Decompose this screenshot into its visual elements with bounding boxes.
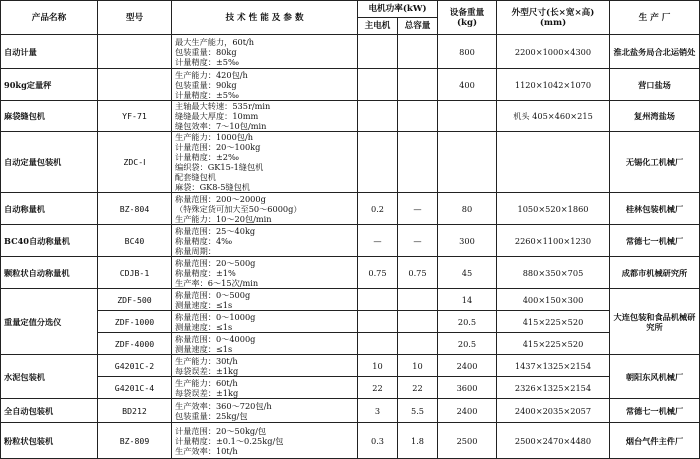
spec-line: 缝缝最大厚度：10mm: [175, 111, 259, 121]
power-total-cell: 1.8: [398, 423, 438, 459]
spec-cell: [172, 333, 358, 355]
maker-cell: 复州湾盐场: [610, 101, 700, 132]
maker-cell: 淮北盐务局合北运销处: [610, 35, 700, 69]
maker-cell: 常德七一机械厂: [610, 399, 700, 423]
spec-cell: [172, 101, 358, 132]
power-main-cell: [358, 333, 398, 355]
spec-line: 计量范围：20～50kg/包: [175, 425, 267, 436]
model-cell: [98, 35, 172, 69]
spec-cell: [172, 225, 358, 257]
model-cell: YF-71: [98, 101, 172, 132]
header-power: 电机功率(kW): [358, 1, 438, 18]
dims-cell: 1120×1042×1070: [497, 69, 610, 101]
spec-line: 计量精度：±2‰: [175, 152, 239, 162]
weight-cell: 14: [438, 289, 497, 311]
spec-line: 包装重量：25kg/包: [175, 410, 248, 421]
maker-cell: 成都市机械研究所: [610, 257, 700, 289]
power-total-cell: [398, 69, 438, 101]
product-name: 水泥包装机: [1, 355, 98, 399]
spec-line: 称量范围：20～500g: [175, 257, 256, 268]
product-name: 90kg定量秤: [1, 69, 98, 101]
header-power-total: 总容量: [398, 18, 438, 35]
weight-cell: 2400: [438, 355, 497, 377]
spec-line: 测量速度：≤1s: [175, 321, 233, 332]
power-total-cell: 0.75: [398, 257, 438, 289]
weight-cell: 20.5: [438, 311, 497, 333]
weight-cell: 800: [438, 35, 497, 69]
spec-line: 编织袋：GK15-1缝包机: [175, 162, 264, 172]
weight-cell: 45: [438, 257, 497, 289]
dims-cell: 2260×1100×1230: [497, 225, 610, 257]
header-model: 型号: [98, 1, 172, 35]
power-total-cell: [398, 289, 438, 311]
product-name: 自动定量包装机: [1, 132, 98, 193]
spec-line: 主轴最大转速：535r/min: [175, 101, 271, 111]
spec-line: 生产能力：1000包/h: [175, 132, 253, 142]
spec-line: 缝包效率：7～10包/min: [175, 121, 267, 131]
dims-cell: 1050×520×1860: [497, 193, 610, 225]
table-body: [1, 35, 700, 459]
spec-cell: [172, 257, 358, 289]
maker-cell: 大连包装和食品机械研究所: [610, 289, 700, 355]
power-total-cell: 5.5: [398, 399, 438, 423]
header-dims: 外型尺寸(长×宽×高)(mm): [497, 1, 610, 35]
header-weight: 设备重量(kg): [438, 1, 497, 35]
product-name: 自动称量机: [1, 193, 98, 225]
product-name: 麻袋缝包机: [1, 101, 98, 132]
model-cell: ZDC-Ⅰ: [98, 132, 172, 193]
weight-cell: 20.5: [438, 333, 497, 355]
power-main-cell: 22: [358, 377, 398, 399]
dims-cell: 2326×1325×2154: [497, 377, 610, 399]
spec-cell: [172, 355, 358, 377]
spec-line: 称量精度：4‰: [175, 235, 233, 246]
spec-line: 测量速度：≤1s: [175, 343, 233, 354]
spec-line: 称量范围：0～500g: [175, 289, 251, 300]
spec-cell: [172, 399, 358, 423]
spec-cell: [172, 289, 358, 311]
product-name: BC40自动称量机: [1, 225, 98, 257]
product-name: 颗粒状自动称量机: [1, 257, 98, 289]
model-cell: ZDF-500: [98, 289, 172, 311]
dims-cell: 2200×1000×4300: [497, 35, 610, 69]
spec-line: 计量精度：±5‰: [175, 89, 239, 100]
spec-cell: [172, 193, 358, 225]
spec-line: 生产能力：30t/h: [175, 355, 238, 366]
weight-cell: [438, 101, 497, 132]
table-row: [1, 311, 700, 333]
spec-cell: [172, 311, 358, 333]
model-cell: BZ-804: [98, 193, 172, 225]
power-total-cell: 10: [398, 355, 438, 377]
model-cell: [98, 69, 172, 101]
dims-cell: 400×150×300: [497, 289, 610, 311]
maker-cell: 常德七一机械厂: [610, 225, 700, 257]
spec-line: 称量范围：200～2000g: [175, 193, 266, 204]
maker-cell: 无锡化工机械厂: [610, 132, 700, 193]
model-cell: ZDF-1000: [98, 311, 172, 333]
spec-line: 计量范围：20～100kg: [175, 142, 261, 152]
header-maker: 生 产 厂: [610, 1, 700, 35]
table-row: [1, 289, 700, 311]
dims-cell: 1437×1325×2154: [497, 355, 610, 377]
power-main-cell: 10: [358, 355, 398, 377]
power-total-cell: —: [398, 225, 438, 257]
spec-cell: [172, 423, 358, 459]
spec-line: 生产能力：420包/h: [175, 69, 248, 80]
power-main-cell: [358, 101, 398, 132]
spec-line: 生产效率：10t/h: [175, 445, 238, 456]
spec-line: 配套缝包机: [175, 172, 216, 182]
dims-cell: 机头 405×460×215: [497, 101, 610, 132]
dims-cell: [497, 132, 610, 193]
dims-cell: 415×225×520: [497, 311, 610, 333]
power-main-cell: 0.75: [358, 257, 398, 289]
power-total-cell: [398, 132, 438, 193]
product-name: 重量定值分选仪: [1, 289, 98, 355]
spec-line: 计量精度：±5‰: [175, 56, 239, 67]
table-row: [1, 35, 700, 69]
model-cell: BZ-809: [98, 423, 172, 459]
spec-line: （特殊定货可加大至50～6000g）: [175, 203, 302, 214]
power-total-cell: [398, 35, 438, 69]
power-main-cell: [358, 289, 398, 311]
dims-cell: 2500×2470×4480: [497, 423, 610, 459]
table-row: [1, 257, 700, 289]
table-row: [1, 101, 700, 132]
header-spec: 技 术 性 能 及 参 数: [172, 1, 358, 35]
power-main-cell: [358, 311, 398, 333]
header-name: 产品名称: [1, 1, 98, 35]
table-row: [1, 132, 700, 193]
spec-cell: [172, 35, 358, 69]
product-name: 粉粒状包装机: [1, 423, 98, 459]
spec-line: 生产能力：60t/h: [175, 377, 238, 388]
weight-cell: [438, 132, 497, 193]
spec-line: 称量范围：0～1000g: [175, 311, 256, 322]
maker-cell: 桂林包装机械厂: [610, 193, 700, 225]
table-row: [1, 377, 700, 399]
weight-cell: 3600: [438, 377, 497, 399]
model-cell: CDJB-1: [98, 257, 172, 289]
power-main-cell: —: [358, 225, 398, 257]
spec-line: 生产能力：10～20包/min: [175, 213, 272, 224]
spec-cell: [172, 377, 358, 399]
maker-cell: 烟台气件主件厂: [610, 423, 700, 459]
spec-line: 包装重量：90kg: [175, 79, 237, 90]
power-total-cell: —: [398, 193, 438, 225]
table-row: [1, 355, 700, 377]
spec-line: 计量精度：±0.1～0.25kg/包: [175, 435, 284, 446]
table-row: [1, 69, 700, 101]
model-cell: BC40: [98, 225, 172, 257]
model-cell: BD212: [98, 399, 172, 423]
maker-cell: 朝阳东风机械厂: [610, 355, 700, 399]
weight-cell: 400: [438, 69, 497, 101]
spec-line: 最大生产能力，60t/h: [175, 36, 255, 47]
spec-line: 称量范围：0～4000g: [175, 333, 256, 344]
power-main-cell: [358, 132, 398, 193]
table-row: [1, 193, 700, 225]
product-name: 全自动包装机: [1, 399, 98, 423]
weight-cell: 80: [438, 193, 497, 225]
power-total-cell: 22: [398, 377, 438, 399]
spec-line: 测量速度：≤1s: [175, 299, 233, 310]
spec-line: 包装重量：80kg: [175, 46, 237, 57]
header-power-main: 主电机: [358, 18, 398, 35]
model-cell: G4201C-2: [98, 355, 172, 377]
spec-cell: [172, 132, 358, 193]
model-cell: ZDF-4000: [98, 333, 172, 355]
power-total-cell: [398, 333, 438, 355]
dims-cell: 2400×2035×2057: [497, 399, 610, 423]
dims-cell: 880×350×705: [497, 257, 610, 289]
spec-line: 每袋误差：±1kg: [175, 365, 239, 376]
product-name: 自动计量: [1, 35, 98, 69]
spec-line: 称量范围：25～40kg: [175, 225, 256, 236]
weight-cell: 2500: [438, 423, 497, 459]
weight-cell: 2400: [438, 399, 497, 423]
power-total-cell: [398, 101, 438, 132]
power-main-cell: 3: [358, 399, 398, 423]
power-main-cell: [358, 35, 398, 69]
model-cell: G4201C-4: [98, 377, 172, 399]
table-row: [1, 333, 700, 355]
table-row: [1, 225, 700, 257]
weight-cell: 300: [438, 225, 497, 257]
spec-line: 称量精度：±1%: [175, 267, 236, 278]
spec-cell: [172, 69, 358, 101]
spec-line: 称量周期：: [175, 245, 216, 256]
power-total-cell: [398, 311, 438, 333]
power-main-cell: [358, 69, 398, 101]
table-row: [1, 423, 700, 459]
spec-line: 生产率：6～15次/min: [175, 277, 259, 288]
power-main-cell: 0.3: [358, 423, 398, 459]
maker-cell: 营口盐场: [610, 69, 700, 101]
spec-line: 麻袋：GK8-5缝包机: [175, 182, 250, 192]
dims-cell: 415×225×520: [497, 333, 610, 355]
power-main-cell: 0.2: [358, 193, 398, 225]
spec-line: 每袋误差：±1kg: [175, 387, 239, 398]
table-row: [1, 399, 700, 423]
spec-line: 生产效率：360～720包/h: [175, 400, 272, 411]
